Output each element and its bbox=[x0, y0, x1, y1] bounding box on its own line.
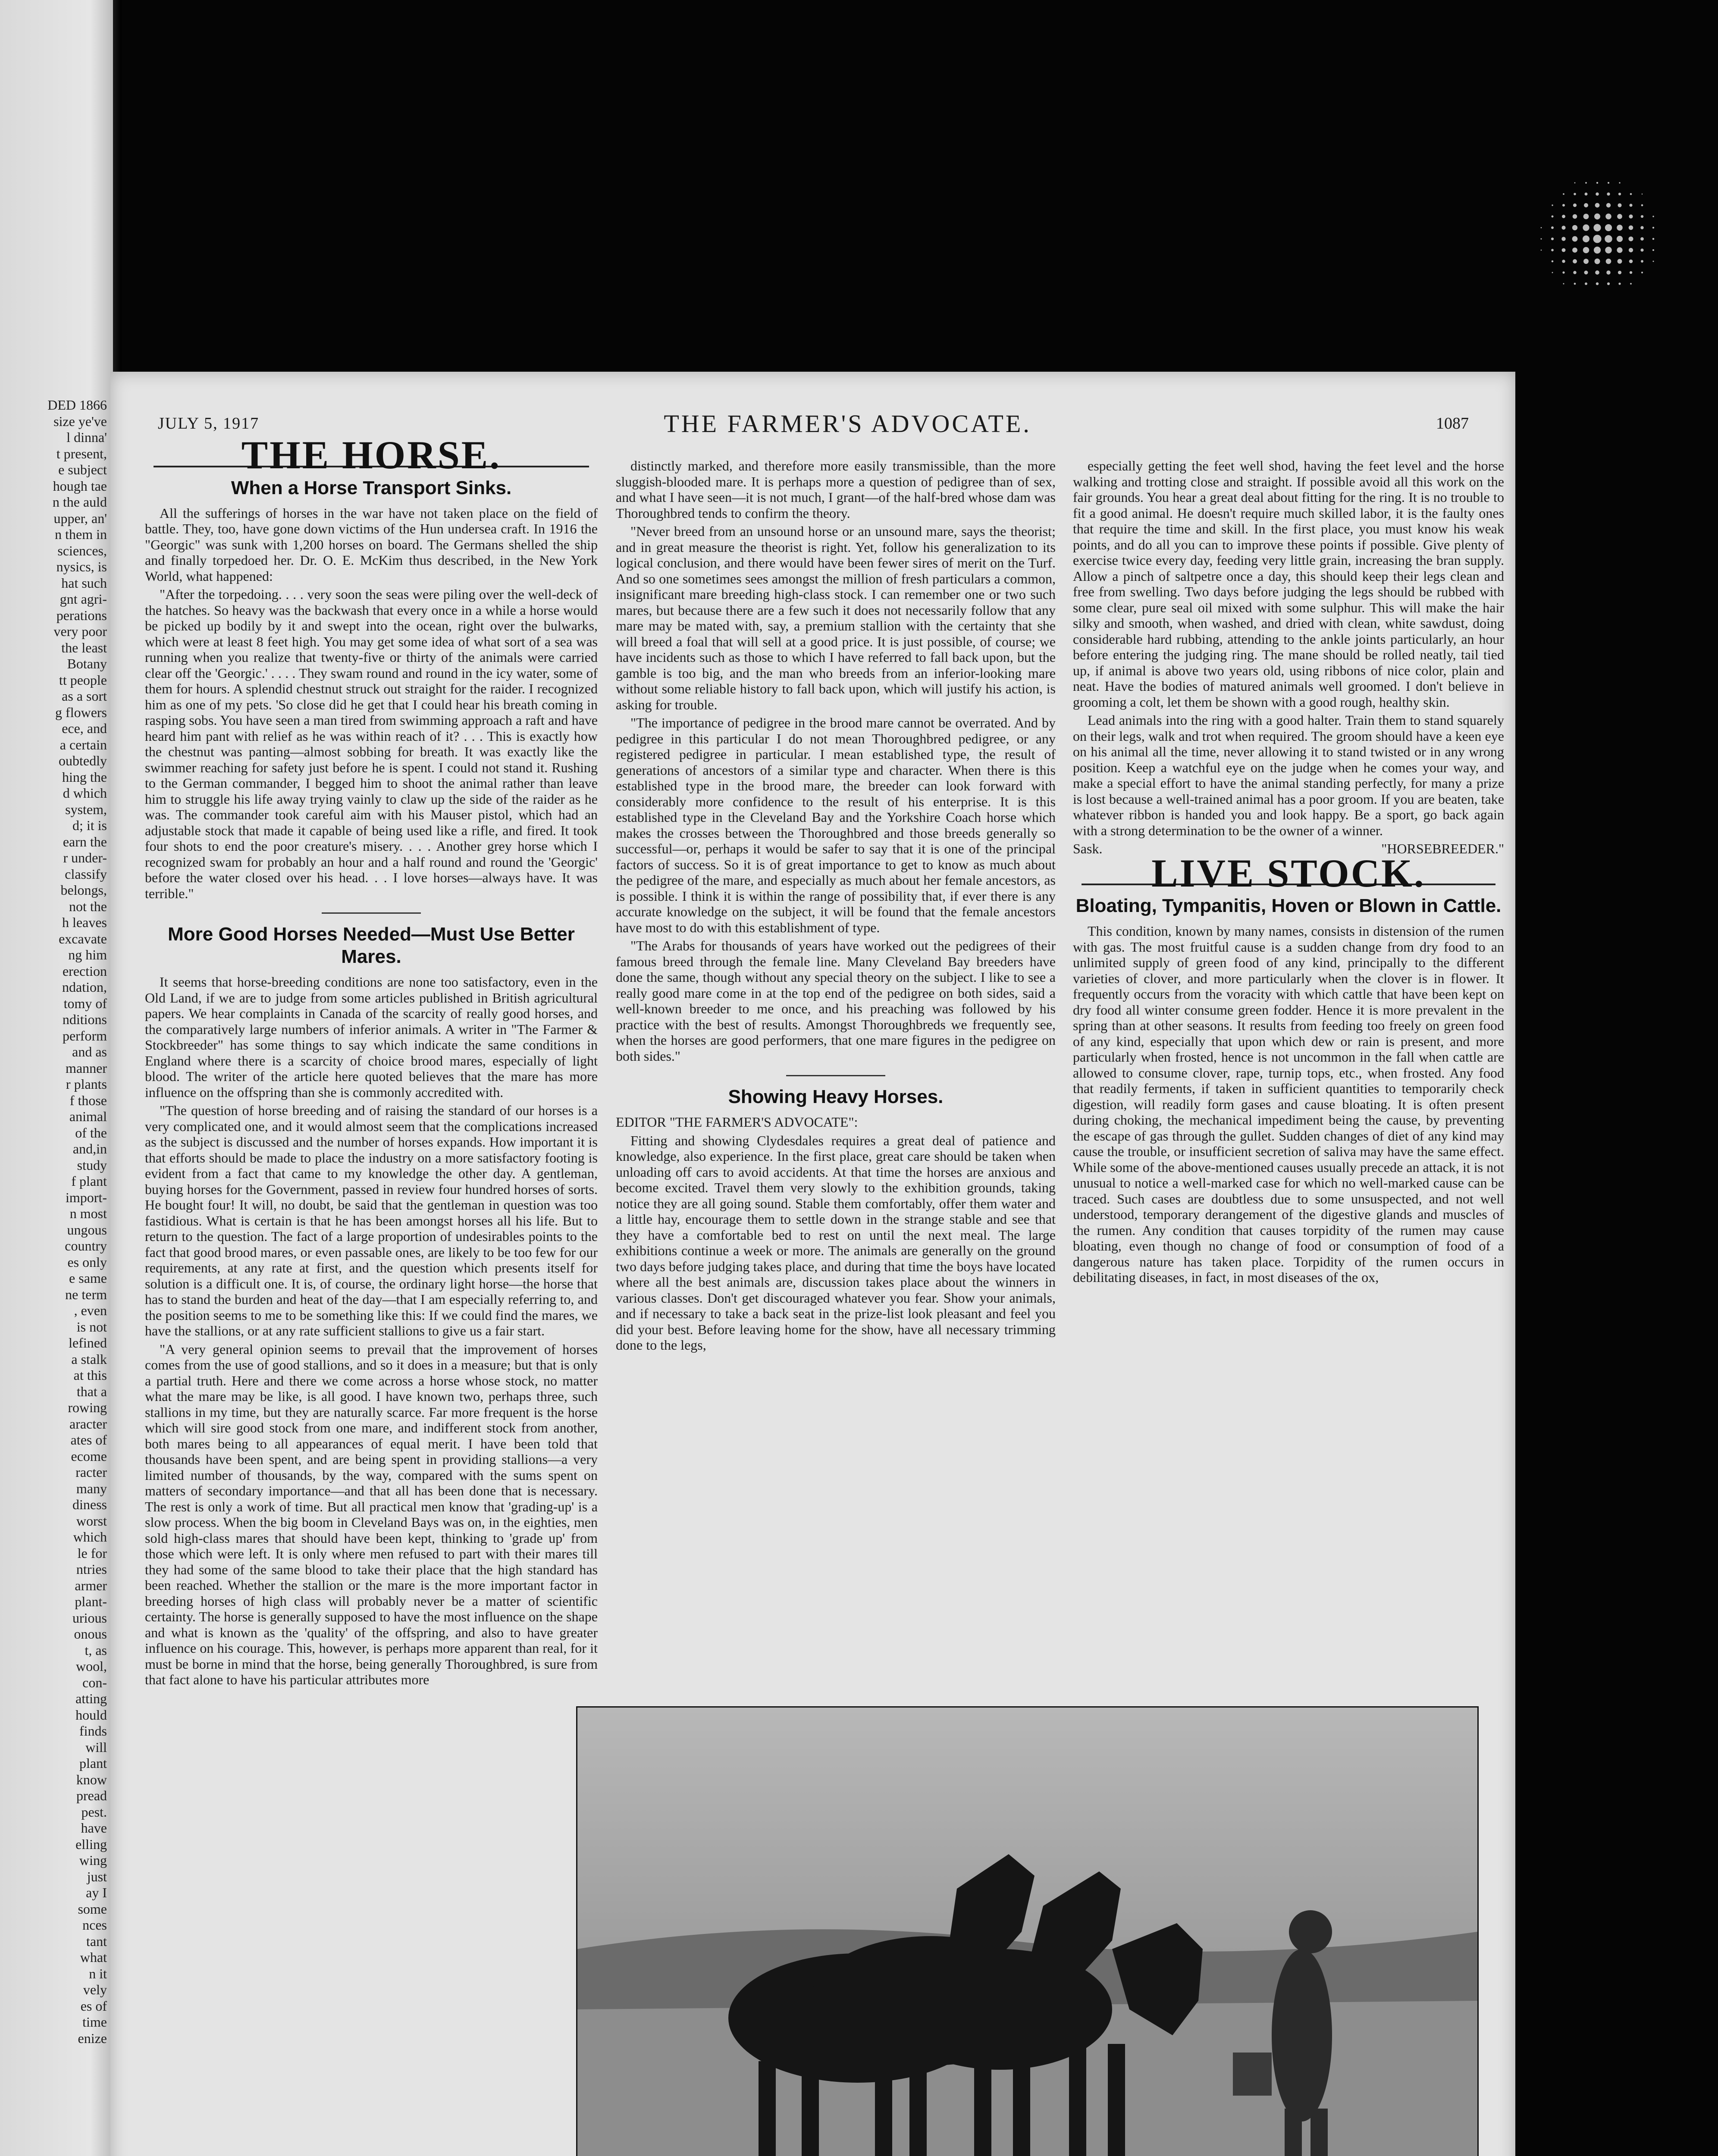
halftone-dot bbox=[1629, 204, 1632, 207]
halftone-dot bbox=[1563, 193, 1564, 195]
adjacent-page-fragment bbox=[0, 0, 113, 2156]
fragment-line: not the bbox=[69, 898, 107, 914]
halftone-dot bbox=[1618, 282, 1621, 285]
fragment-line: at this bbox=[73, 1367, 107, 1383]
halftone-dot bbox=[1562, 271, 1564, 273]
fragment-line: and as bbox=[72, 1044, 107, 1059]
fragment-line: earn the bbox=[63, 834, 107, 849]
fragment-line: d; it is bbox=[72, 818, 107, 833]
halftone-dot bbox=[1653, 261, 1654, 262]
halftone-dot bbox=[1640, 237, 1644, 241]
fragment-line: e subject bbox=[58, 462, 107, 477]
fragment-line: some bbox=[78, 1901, 107, 1917]
halftone-dot bbox=[1652, 238, 1654, 240]
halftone-dot bbox=[1551, 249, 1554, 251]
halftone-dot bbox=[1595, 203, 1600, 208]
fragment-line: atting bbox=[75, 1691, 107, 1706]
halftone-dot bbox=[1585, 193, 1588, 196]
fragment-line: the least bbox=[61, 639, 107, 655]
fragment-line: n them in bbox=[55, 526, 107, 542]
fragment-line: is not bbox=[76, 1319, 107, 1335]
fragment-line: Botany bbox=[67, 656, 107, 671]
fragment-line: wool, bbox=[76, 1658, 107, 1674]
newspaper-page bbox=[110, 372, 1515, 2156]
halftone-dot bbox=[1596, 182, 1598, 184]
article-title-transport: When a Horse Transport Sinks. bbox=[231, 477, 512, 498]
fragment-line: tomy of bbox=[63, 995, 107, 1011]
fragment-line: r under- bbox=[63, 850, 107, 865]
fragment-line: time bbox=[82, 2014, 107, 2030]
halftone-dot bbox=[1562, 248, 1566, 252]
fragment-line: and,in bbox=[72, 1141, 107, 1156]
halftone-dot bbox=[1561, 226, 1565, 229]
fragment-line: a certain bbox=[60, 736, 107, 752]
halftone-dot bbox=[1607, 282, 1610, 285]
fragment-line: pread bbox=[76, 1788, 107, 1803]
halftone-dot bbox=[1640, 226, 1643, 229]
halftone-dot bbox=[1607, 192, 1610, 195]
fragment-line: ece, and bbox=[62, 721, 107, 736]
halftone-dot bbox=[1595, 259, 1600, 264]
halftone-dot bbox=[1552, 216, 1554, 218]
article-title-showing: Showing Heavy Horses. bbox=[728, 1086, 944, 1107]
fragment-line: g flowers bbox=[55, 704, 107, 720]
halftone-dot bbox=[1541, 250, 1542, 251]
halftone-dot bbox=[1562, 215, 1565, 218]
halftone-dot bbox=[1629, 214, 1633, 218]
paragraph: "Never breed from an unsound horse or an unsound mare, says the theorist; and in great measure the theorist is right. Yet, follow his generalization to its logical conclusion, and there would have been fewer sires of merit on the Turf. And so one sometimes sees amongst the million of fresh particulars a common, insignificant mare breeding high-class stock. I can remember one or two such mares, but because there are a few such it does not necessarily follow that any mare may be mated with, say, a premium stallion with the certainty that she will breed a foal that will sell at a good price. It is just possible, of course; we have incidents such as those to which I have referred to fall back upon, but the gamble is too big, and the man who breeds from an inferior-looking mare without some reliable history to fall back upon, which will justify his action, is asking for trouble. bbox=[616, 523, 1056, 712]
fragment-line: nditions bbox=[62, 1012, 107, 1027]
halftone-dot bbox=[1562, 204, 1565, 207]
halftone-dot bbox=[1605, 235, 1612, 242]
halftone-dot bbox=[1617, 225, 1623, 231]
fragment-line: ndation, bbox=[62, 979, 107, 995]
halftone-dot bbox=[1618, 271, 1621, 274]
fragment-line: d which bbox=[63, 785, 107, 801]
halftone-dot bbox=[1596, 282, 1599, 285]
halftone-dot bbox=[1573, 214, 1577, 219]
issue-date: JULY 5, 1917 bbox=[158, 414, 260, 432]
fragment-line: many bbox=[76, 1480, 107, 1496]
halftone-dot bbox=[1574, 283, 1576, 285]
fragment-line: hat such bbox=[61, 575, 107, 591]
editor-salutation: EDITOR "THE FARMER'S ADVOCATE": bbox=[616, 1114, 858, 1130]
article-title-bloating: Bloating, Tympanitis, Hoven or Blown in Cattle. bbox=[1075, 895, 1502, 916]
halftone-dot bbox=[1583, 235, 1589, 242]
fragment-line: perform bbox=[62, 1028, 107, 1044]
fragment-line: n it bbox=[89, 1965, 107, 1981]
fragment-line: worst bbox=[76, 1513, 107, 1529]
halftone-dot bbox=[1617, 247, 1622, 253]
fragment-line: n the auld bbox=[52, 494, 107, 510]
halftone-dot bbox=[1606, 203, 1611, 207]
fragment-line: ntries bbox=[76, 1561, 107, 1577]
fragment-line: con- bbox=[82, 1674, 107, 1690]
article-body-showing-continued bbox=[1073, 458, 1504, 838]
divider-rule bbox=[322, 912, 421, 914]
halftone-dot bbox=[1583, 224, 1589, 231]
fragment-line: t present, bbox=[56, 445, 107, 461]
halftone-dot bbox=[1641, 260, 1643, 263]
fragment-line: ng him bbox=[68, 947, 107, 962]
paragraph: especially getting the feet well shod, having the feet level and the horse walking and trotting close and straight. If possible avoid all this work on the fair grounds. You hear a great deal about fitting for the ring. It is no trouble to fit a good animal. He doesn't require much skilled labor, it is the faulty ones that require the time and skill. In the first place, you must know his weak points, and do all you can to improve these points if possible. Give plenty of exercise twice every day, feeding very little grain, increasing the bran supply. Allow a pinch of saltpetre once a day, this should keep their legs clean and free from swelling. Two days before judging the legs should be rubbed with some clear, pure seal oil mixed with some sulphur. This will make the hair silky and smooth, when washed, and dried with clean, white sawdust, doing considerable hard rubbing, attending to the ankle joints particularly, an hour before entering the judging ring. The mane should be rolled neatly, tail tied up, if animal is above two years old, using ribbons of nice color, plain and neat. Have the bodies of matured animals well groomed. I don't believe in grooming a colt, let them be shown with a good rough, healthy skin. bbox=[1073, 458, 1504, 710]
fragment-line: nces bbox=[82, 1917, 107, 1933]
paragraph: "After the torpedoing. . . . very soon the seas were piling over the well-deck of the hatches. So heavy was the backwash that every once in a while a horse would be picked up bodily by it and swept into the ocean, right over the bulwarks, which were at least 8 feet high. You may get some idea of what sort of a sea was running when you realize that twenty-five or thirty of the animals were carried clear off the 'Georgic.' . . . . They swam round and round in the icy water, some of them for hours. A splendid chestnut struck out straight for the raider. I recognized him as one of my pets. 'So close did he get that I could hear his breath coming in rasping sobs. You have seen a man tired from swimming approach a raft and have heard him pant with relief as he was within reach of it? . . . This is exactly how the chestnut was panting—almost sobbing for breath. It was exactly like the swimmer reaching for safety just before he is spent. I could not stand it. Rushing to the German commander, I begged him to shoot the animal rather than leave him to struggle his life away trying vainly to claw up the side of the raider as he was. The commander took careful aim with his Mauser pistol, which had an adjustable stock that made it capable of being used like a rifle, and fired. It took four shots to end the poor creature's misery. . . . Another grey horse which I recognized swam for probably an hour and a half round and round the 'Georgic' before the water closed over his head. . . I love horses—always have. It was terrible." bbox=[145, 586, 598, 901]
halftone-dot bbox=[1594, 213, 1600, 219]
halftone-dot bbox=[1572, 248, 1577, 253]
fragment-line: pest. bbox=[81, 1804, 107, 1820]
fragment-line: system, bbox=[65, 801, 107, 817]
section-title-live-stock: LIVE STOCK. bbox=[1082, 865, 1495, 886]
article-body-good-horses bbox=[145, 974, 598, 1688]
signature-place: Sask. bbox=[1073, 841, 1103, 856]
halftone-dot bbox=[1606, 259, 1611, 264]
fragment-line: that a bbox=[76, 1383, 107, 1399]
fragment-line: belongs, bbox=[60, 882, 107, 898]
paragraph: This condition, known by many names, consists in distension of the rumen with gas. The most fruitful cause is a sudden change from dry food to an unlimited supply of green food of any kind, principally to the different varieties of clover, and more particularly when the clover is in flower. It frequently occurs from the voracity with which cattle that have been kept on dry food all winter consume green fodder. Hence it is more prevalent in the spring than at other seasons. It results from feeding too freely on green food of any kind, especially that upon which dew or rain is present, and more particularly when frosted, hence is not uncommon in the fall when cattle are allowed to consume clover, rape, turnip tops, etc., when frosted. Any food that readily ferments, if taken in sufficient quantities to temporarily check digestion, will readily form gases and cause bloating. It is often present during choking, the mechanical impediment being the cause, by preventing the escape of gas through the gullet. Sudden changes of diet of any kind may cause the trouble, or insufficient secretion of saliva may have the same effect. While some of the above-mentioned causes usually precede an attack, it is not unusual to notice a well-marked case for which no well-marked cause can be traced. Such cases are doubtless due to some unsuspected, and not well understood, temporary derangement of the digestive glands and muscles of the rumen. Any condition that causes torpidity of the rumen may cause bloating, even though no change of food or consumption of food of a dangerous nature has taken place. Torpidity of the rumen occurs in debilitating diseases, in fact, in most diseases of the ox, bbox=[1073, 923, 1504, 1285]
paragraph: It seems that horse-breeding conditions are none too satisfactory, even in the Old Land, if we are to judge from some articles published in British agricultural papers. We hear complaints in Canada of the scarcity of really good horses, and the comparatively large numbers of inferior animals. A writer in "The Farmer & Stockbreeder" has some things to say which indicate the same conditions in England where there is a scarcity of choice brood mares, especially of light blood. The writer of the article here quoted believes that the mare has more influence on the offspring than she is commonly accredited with. bbox=[145, 974, 598, 1100]
halftone-dot bbox=[1596, 192, 1599, 195]
paragraph: "The question of horse breeding and of raising the standard of our horses is a very complicated one, and it would almost seem that the complications increased as the subject is discussed and the number of horses expands. How important it is that efforts should be made to place the industry on a more satisfactory footing is evident from a fact that came to my knowledge the other day. A gentleman, buying horses for the Government, passed in review four hundred horses of sorts. He bought four! It will, no doubt, be said that the gentleman in question was too fastidious. What is certain is that he has been amongst horses all his life. But to return to the question. The fact of a large proportion of undesirables points to the fact that good brood mares, or even passable ones, are likely to be too few for our requirements, at any rate at first, and the question which presents itself for solution is a difficult one. It is, of course, the ordinary light horse—the horse that has to stand the burden and heat of the day—that I am especially referring to, and the position seems to me to be something like this: If we could find the mares, we have the stallions, or at any rate sufficient stallions to give us a fair start. bbox=[145, 1103, 598, 1338]
page-number: 1087 bbox=[1436, 414, 1469, 432]
halftone-dot bbox=[1652, 227, 1654, 229]
fragment-line: r plants bbox=[66, 1076, 107, 1092]
article-body-showing bbox=[616, 1133, 1056, 1353]
fragment-line: l dinna' bbox=[66, 429, 107, 445]
fragment-line: ecome bbox=[71, 1448, 107, 1464]
fragment-line: f those bbox=[69, 1092, 107, 1108]
fragment-line: hing the bbox=[62, 769, 107, 785]
fragment-line: plant- bbox=[75, 1594, 107, 1609]
fragment-line: of the bbox=[75, 1125, 107, 1141]
halftone-dot bbox=[1605, 213, 1611, 219]
halftone-dot bbox=[1652, 216, 1654, 217]
halftone-dot bbox=[1552, 260, 1554, 263]
fragment-line: elling bbox=[75, 1836, 107, 1852]
halftone-dot bbox=[1562, 260, 1565, 263]
halftone-dot bbox=[1641, 215, 1643, 218]
halftone-dot bbox=[1641, 204, 1643, 207]
fragment-line: have bbox=[81, 1820, 107, 1836]
fragment-line: ungous bbox=[67, 1222, 107, 1238]
divider-rule bbox=[786, 1075, 885, 1076]
article-body-bloating bbox=[1073, 923, 1504, 1285]
fragment-line: size ye've bbox=[53, 413, 107, 429]
fragment-line: ay I bbox=[86, 1885, 107, 1900]
fragment-line: racter bbox=[75, 1464, 107, 1480]
fragment-line: which bbox=[73, 1529, 107, 1545]
halftone-dot bbox=[1563, 283, 1564, 285]
halftone-dot bbox=[1593, 235, 1601, 243]
fragment-line: rowing bbox=[68, 1400, 107, 1415]
fragment-line: nysics, is bbox=[56, 559, 107, 574]
fragment-line: classify bbox=[65, 866, 107, 882]
halftone-dot bbox=[1541, 238, 1542, 240]
halftone-dot bbox=[1605, 224, 1612, 231]
paragraph: "A very general opinion seems to prevail that the improvement of horses comes from the use of good stallions, and so it does in a measure; but that is only a partial truth. Here and there we come across a horse whose stock, no matter what the mare may be like, is all good. I have known two, perhaps three, such stallions in my time, but they are naturally scarce. Far more frequent is the horse which will sire good stock from one mare, and indifferent stock from another, both mares being to all appearances of equal merit. I have been told that thousands have been spent, and are being spent in providing stallions—a very limited number of thousands, by the way, compared with the sums spent on matters of secondary importance—and that all has been done that is necessary. The rest is only a work of time. But all practical men know that 'grading-up' is a slow process. When the big boom in Cleveland Bays was on, in the eighties, men sold high-class mares that should have been kept, thinking to 'grade up' from those which were left. It is only where men refused to part with their mares till they had some of the same blood to take their place that the high standard has been reached. Whether the stallion or the mare is the more important factor in breeding horses of high class will probably never be a matter of scientific certainty. The horse is generally supposed to have the most influence on the shape and what is known as the 'quality' of the offspring, and also to have greater influence on his courage. This, however, is perhaps more apparent than real, for it must be borne in mind that the horse, being generally Thoroughbred, is sure from that fact alone to have his particular attributes more bbox=[145, 1341, 598, 1687]
fragment-line: es only bbox=[67, 1254, 107, 1270]
fragment-line: tt people bbox=[59, 672, 107, 688]
halftone-dot bbox=[1593, 224, 1601, 231]
fragment-line: gnt agri- bbox=[60, 591, 107, 607]
fragment-line: upper, an' bbox=[53, 510, 107, 526]
fragment-line: h leaves bbox=[62, 915, 107, 930]
fragment-line: le for bbox=[77, 1545, 107, 1561]
fragment-line: ates of bbox=[70, 1432, 107, 1448]
fragment-line: country bbox=[65, 1238, 107, 1253]
halftone-dot bbox=[1617, 236, 1623, 242]
signature-name: "HORSEBREEDER." bbox=[1381, 841, 1504, 856]
horses-photo-illustration bbox=[577, 1708, 1477, 2156]
halftone-dot bbox=[1641, 272, 1643, 273]
fragment-line: plant bbox=[79, 1755, 107, 1771]
fragment-line: onous bbox=[74, 1626, 107, 1642]
fragment-line: armer bbox=[75, 1577, 107, 1593]
article-body-transport bbox=[145, 505, 598, 902]
fragment-line: diness bbox=[72, 1497, 107, 1512]
halftone-dot bbox=[1552, 204, 1553, 206]
fragment-line: finds bbox=[79, 1723, 107, 1739]
fragment-line: very poor bbox=[53, 624, 107, 639]
fragment-line: perations bbox=[56, 607, 107, 623]
article-body-continued bbox=[616, 458, 1056, 1064]
fragment-line: what bbox=[80, 1949, 107, 1965]
halftone-dot bbox=[1573, 204, 1577, 207]
fragment-line: ne term bbox=[65, 1286, 107, 1302]
halftone-dot bbox=[1584, 203, 1588, 207]
fragment-line: t, as bbox=[85, 1642, 107, 1658]
fragment-line: tant bbox=[86, 1933, 107, 1949]
halftone-dot bbox=[1551, 238, 1554, 240]
halftone-dot bbox=[1572, 236, 1578, 242]
fragment-line: vely bbox=[83, 1982, 107, 1997]
paragraph: Lead animals into the ring with a good halter. Train them to stand squarely on their legs, walk and trot when required. The groom should have a keen eye on his animal all the time, never allowing it to stand twisted or in any wrong position. Keep a watchful eye on the judge when he comes your way, and make a special effort to have the animal standing perfectly, for many a prize is lost because a well-trained animal has a poor groom. If you are beaten, take whatever ribbon is handed you and look happy. Be a sport, go back again with a strong determination to be the owner of a winner. bbox=[1073, 712, 1504, 838]
fragment-line: lefined bbox=[69, 1335, 107, 1351]
halftone-dot bbox=[1551, 226, 1554, 229]
halftone-dot bbox=[1630, 271, 1632, 274]
fragment-line: oubtedly bbox=[59, 753, 107, 768]
halftone-dot bbox=[1629, 260, 1633, 263]
fragment-line: a stalk bbox=[71, 1351, 107, 1367]
halftone-dot bbox=[1629, 248, 1633, 252]
halftone-dot bbox=[1630, 283, 1632, 285]
fragment-line: will bbox=[85, 1739, 107, 1755]
halftone-dot bbox=[1629, 237, 1633, 241]
fragment-line: manner bbox=[66, 1060, 107, 1076]
halftone-dot bbox=[1585, 282, 1587, 285]
paragraph: All the sufferings of horses in the war have not taken place on the field of battle. They, too, have gone down victims of the Hun undersea craft. In 1916 the "Georgic" was sunk with 1,200 horses on board. The Germans shelled the ship and finally torpedoed her. Dr. O. E. McKim thus described, in the New York World, what happened: bbox=[145, 505, 598, 584]
horses-photograph bbox=[576, 1706, 1479, 2156]
halftone-dot bbox=[1606, 270, 1610, 274]
halftone-dot bbox=[1583, 247, 1589, 254]
fragment-line: just bbox=[87, 1868, 107, 1884]
halftone-dots bbox=[1535, 177, 1665, 298]
fragment-line: n most bbox=[69, 1206, 107, 1221]
column-1 bbox=[145, 433, 598, 1690]
fragment-line: as a sort bbox=[62, 688, 107, 704]
fragment-line: hould bbox=[75, 1707, 107, 1723]
article-title-good-horses: More Good Horses Needed—Must Use Better Mares. bbox=[168, 924, 575, 967]
halftone-dot bbox=[1652, 249, 1654, 251]
halftone-dot bbox=[1594, 247, 1601, 254]
fragment-line: f plant bbox=[71, 1173, 107, 1189]
halftone-dot bbox=[1605, 247, 1611, 253]
fragment-line: enize bbox=[78, 2030, 107, 2046]
fragment-line: DED 1866 bbox=[47, 397, 107, 413]
halftone-dot bbox=[1574, 193, 1576, 195]
section-title-horse: THE HORSE. bbox=[154, 447, 589, 467]
halftone-dot bbox=[1584, 271, 1588, 275]
fragment-line: wing bbox=[79, 1852, 107, 1868]
halftone-dot bbox=[1574, 182, 1576, 184]
fragment-line: es of bbox=[80, 1998, 107, 2014]
fragment-line: import- bbox=[66, 1189, 107, 1205]
column-3 bbox=[1073, 458, 1504, 1288]
halftone-dot bbox=[1608, 182, 1609, 184]
fragment-line: study bbox=[77, 1157, 107, 1173]
halftone-dot bbox=[1629, 226, 1633, 230]
halftone-dot bbox=[1573, 259, 1577, 263]
fragment-line: erection bbox=[62, 963, 107, 979]
halftone-dot bbox=[1618, 193, 1621, 195]
halftone-dot bbox=[1552, 272, 1553, 273]
halftone-dot bbox=[1585, 182, 1587, 184]
halftone-dot bbox=[1619, 182, 1620, 183]
fragment-line: urious bbox=[72, 1610, 107, 1626]
fragment-line: , even bbox=[74, 1303, 107, 1318]
halftone-dot bbox=[1640, 248, 1643, 251]
halftone-dot bbox=[1583, 259, 1589, 264]
halftone-dot bbox=[1618, 259, 1622, 264]
fragment-line: know bbox=[76, 1771, 107, 1787]
fragment-line: hough tae bbox=[53, 478, 107, 494]
halftone-dot bbox=[1572, 225, 1577, 230]
fragment-line: excavate bbox=[59, 931, 107, 946]
paragraph: distinctly marked, and therefore more easily transmissible, than the more sluggish-blooded mare. It is perhaps more a question of pedigree than of sex, and what I have seen—it is not much, I grant—of the half-bred whose dam was Thoroughbred tends to confirm the theory. bbox=[616, 458, 1056, 521]
halftone-dot bbox=[1583, 214, 1589, 219]
halftone-dot bbox=[1573, 271, 1576, 274]
fragment-line: animal bbox=[69, 1109, 107, 1124]
fragment-line: sciences, bbox=[57, 542, 107, 558]
fragment-line: e same bbox=[69, 1270, 107, 1286]
halftone-dot bbox=[1618, 203, 1621, 207]
fragment-line: aracter bbox=[69, 1416, 107, 1432]
paragraph: Fitting and showing Clydesdales requires a great deal of patience and knowledge, also experience. In the first place, great care should be taken when unloading off cars to avoid accidents. At that time the horses are anxious and become excited. Travel them very slowly to the exhibition grounds, taking notice they are all going sound. Stable them comfortably, offer them water and a little hay, encourage them to settle down in the strange stable and see that they have a comfortable bed to rest on until the next meal. The large exhibitions continue a week or more. The animals are generally on the ground two days before judging takes place, and during that time the boys have located where all the best animals are, discussion takes place about the winners in various classes. Don't get discouraged whatever you fear. Show your animals, and if necessary to take a back seat in the prize-list look pleasant and feel you did your best. Before leaving home for the show, have all necessary trimming done to the legs, bbox=[616, 1132, 1056, 1353]
halftone-dot bbox=[1617, 214, 1622, 219]
halftone-dot bbox=[1630, 193, 1632, 195]
halftone-dot bbox=[1541, 227, 1542, 229]
paragraph: "The importance of pedigree in the brood mare cannot be overrated. And by pedigree in this particular I do not mean Thoroughbred pedigree, or any registered pedigree in particular. I mean established type, the result of generations of ancestors of a similar type and character. When there is this established type in the brood mare, the breeder can look forward with considerably more confidence to the result of his enterprise. It is this established type in the Cleveland Bay and the Yorkshire Coach horse which makes the crosses between the Thoroughbred and those breeds generally so successful—or, perhaps it would be safer to say that it is one of the principal factors of success. So it is of great importance to get to know as much about the pedigree of the mare, and especially as much about her female ancestors, as is possible. I think it is within the range of possibility that, if ever there is any accurate knowledge on the subject, it will be found that the female ancestors have most to do with this establishment of type. bbox=[616, 715, 1056, 935]
paragraph: "The Arabs for thousands of years have worked out the pedigrees of their famous breed through the female line. Many Cleveland Bay breeders have done the same, though without any special theory on the subject. I like to see a really good mare come in at the top end of the pedigree on both sides, said a well-known breeder to me once, and his preaching was followed by his practice with the best of results. Amongst Thoroughbreds we frequently see, when the horses are good performers, that one mare figures in the pedigree on both sides." bbox=[616, 938, 1056, 1064]
publication-title: THE FARMER'S ADVOCATE. bbox=[664, 409, 1031, 438]
halftone-dot bbox=[1595, 270, 1599, 275]
column-2 bbox=[616, 458, 1056, 1356]
halftone-dot bbox=[1561, 237, 1565, 241]
